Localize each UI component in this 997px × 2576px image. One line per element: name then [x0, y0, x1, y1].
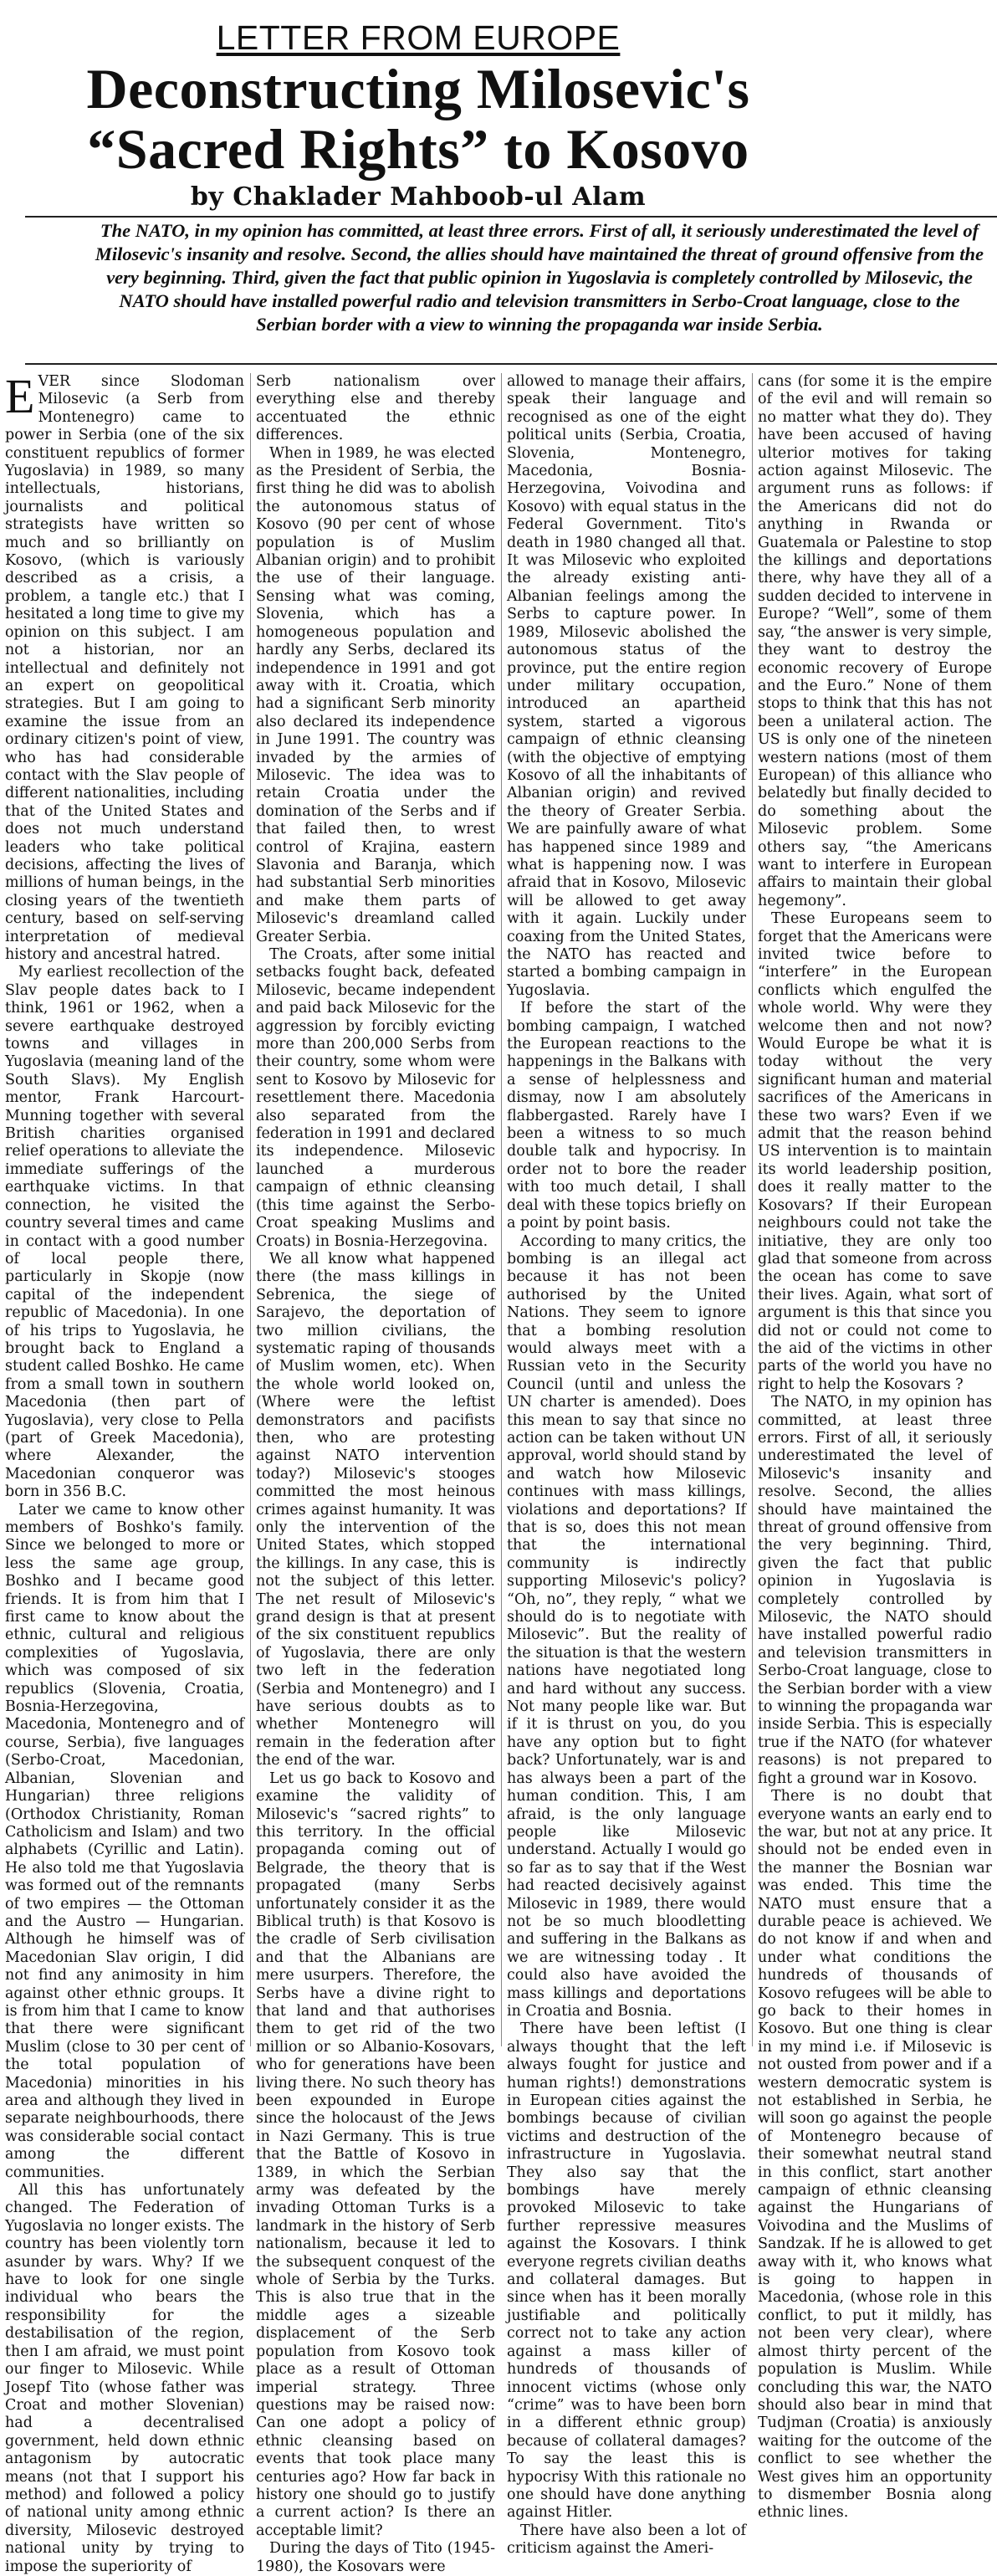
article-column-4 — [758, 373, 992, 2522]
paragraph-text: VER since Slodoman Milosevic (a Serb from Montenegro) came to power in Serbia (one of the six constituent republics of former Yugoslavia) in 1989, so many intellectuals, historians, journalists and political strategists have written so much and so brilliantly on Kosovo, (which is variously described as a crisis, a problem, a tangle etc.) that I hesitated a long time to give my opinion on this subject. I am not a historian, nor an intellectual and definitely not an expert on geopolitical strategies. But I am going to examine the issue from an ordinary citizen's point of view, who has had considerable contact with the Slav people of different nationalities, including that of the United States and does not much understand leaders who take political decisions, affecting the lives of millions of human beings, in the closing years of the twentieth century, based on self-serving interpretation of medieval history and ancestral hatred. — [5, 373, 244, 963]
paragraph — [256, 373, 495, 445]
paragraph — [507, 1233, 746, 2021]
paragraph — [507, 2020, 746, 2522]
byline: by Chaklader Mahboob-ul Alam — [190, 182, 647, 212]
paragraph — [758, 373, 992, 910]
paragraph — [256, 946, 495, 1251]
column-divider — [501, 373, 502, 2046]
paragraph — [256, 2540, 495, 2576]
paragraph-text: Serb nationalism over everything else and thereby accentuated the ethnic differences. — [256, 373, 495, 444]
article-column-1 — [5, 369, 244, 2575]
paragraph — [758, 1788, 992, 2522]
paragraph — [5, 1502, 244, 2182]
paragraph-text: During the days of Tito (1945- 1980), the Kosovars were — [256, 2540, 495, 2575]
paragraph-text: My earliest recollection of the Slav people dates back to I think, 1961 or 1962, when a severe earthquake destroyed towns and villages in Yugoslavia (meaning land of the South Slavs). My English mentor, Frank Harcourt-Munning together with several British charities organised relief operations to alleviate the immediate sufferings of the earthquake victims. In that connection, he visited the country several times and came in contact with a good number of local people there, particularly in Skopje (now capital of the independent republic of Macedonia). In one of his trips to Yugoslavia, he brought back to England a student called Boshko. He came from a small town in southern Macedonia (then part of Yugoslavia), very close to Pella (part of Greek Macedonia), where Alexander, the Macedonian conqueror was born in 356 B.C. — [5, 964, 244, 1501]
deck-top-rule — [25, 216, 997, 218]
paragraph — [5, 2182, 244, 2576]
paragraph — [5, 369, 244, 964]
paragraph-text: Let us go back to Kosovo and examine the validity of Milosevic's “sacred rights” to this territory. In the official propaganda coming out of Belgrade, the theory that is propagated (many Serbs unfortunately consider it as the Biblical truth) is that Kosovo is the cradle of Serb civilisation and that the Albanians are mere usurpers. Therefore, the Serbs have a divine right to that land and that authorises them to get rid of the two million or so Albanio-Kosovars, who for generations have been living there. No such theory has been expounded in Europe since the holocaust of the Jews in Nazi Germany. This is true that the Battle of Kosovo in 1389, in which the Serbian army was defeated by the invading Ottoman Turks is a landmark in the history of Serb nationalism, because it led to the subsequent conquest of the whole of Serbia by the Turks. This is also true that in the middle ages a sizeable displacement of the Serb population from Kosovo took place as a result of Ottoman imperial strategy. Three questions may be raised now: Can one adopt a policy of ethnic cleansing based on events that took place many centuries ago? How far back in history one should go to justify a current action? Is there an acceptable limit? — [256, 1769, 495, 2539]
section-kicker: LETTER FROM EUROPE — [216, 18, 621, 57]
paragraph-text: If before the start of the bombing campaign, I watched the European reactions to the happenings in the Balkans with a sense of helplessness and dismay, now I am absolutely flabbergasted. Rarely have I been a witness to so much double talk and hypocrisy. In order not to bore the reader with too much detail, I shall deal with these topics briefly on a point by point basis. — [507, 1000, 746, 1232]
paragraph-text: There have also been a lot of criticism against the Ameri- — [507, 2522, 746, 2558]
paragraph — [5, 964, 244, 1501]
article-column-2 — [256, 373, 495, 2575]
paragraph — [256, 445, 495, 946]
paragraph-text: cans (for some it is the empire of the evil and will remain so no matter what they do). They have been accused of having ulterior motives for taking action against Milosevic. The argument runs as follows: if the Americans did not do anything in Rwanda or Guatemala or Palestine to stop the killings and deportations there, why have they all of a sudden decided to intervene in Europe? “Well”, some of them say, “the answer is very simple, they want to destroy the economic recovery of Europe and the Euro.” None of them stops to think that this has not been a unilateral action. The US is only one of the nineteen western nations (most of them European) of this alliance who belatedly but finally decided to do something about the Milosevic problem. Some others say, “the Americans want to interfere in European affairs to maintain their global hegemony”. — [758, 373, 992, 909]
paragraph-text: We all know what happened there (the mass killings in Sebrenica, the siege of Sarajevo, the deportation of two million civilians, the systematic raping of thousands of Muslim women, etc). When the whole world looked on, (Where were the leftist demonstrators and pacifists then, who are protesting against NATO intervention today?) Milosevic's stooges committed the most heinous crimes against humanity. It was only the intervention of the United States, which stopped the killings. In any case, this is not the subject of this letter. The net result of Milosevic's grand design is that at present of the six constituent republics of Yugoslavia, there are only two left in the federation (Serbia and Montenegro) and I have serious doubts as to whether Montenegro will remain in the federation after the end of the war. — [256, 1250, 495, 1769]
paragraph-text: When in 1989, he was elected as the President of Serbia, the first thing he did was to abolish the autonomous status of Kosovo (90 per cent of whose population is of Muslim Albanian origin) and to prohibit the use of their language. Sensing what was coming, Slovenia, which has a homogeneous population and hardly any Serbs, declared its independence in 1991 and got away with it. Croatia, which had a significant Serb minority also declared its independence in June 1991. The country was invaded by the armies of Milosevic. The idea was to retain Croatia under the domination of the Serbs and if that failed then, to wrest control of Krajina, eastern Slavonia and Baranja, which had substantial Serb minorities and make them parts of Milosevic's dreamland called Greater Serbia. — [256, 444, 495, 945]
deck-pull-quote: The NATO, in my opinion has committed, at least three errors. First of all, it seriously underestimated the level of Milosevic's insanity and resolve. Second, the allies should have maintained the threat of ground offensive from the very beginning. Third, given the fact that public opinion in Yugoslavia is completely controlled by Milosevic, the NATO should have installed powerful radio and television transmitters in Serbo-Croat language, close to the Serbian border with a view to winning the propaganda war inside Serbia. — [95, 220, 984, 335]
paragraph — [758, 1394, 992, 1788]
paragraph — [507, 1000, 746, 1232]
paragraph-text: There is no doubt that everyone wants an early end to the war, but not at any price. It should not be ended even in the manner the Bosnian war was ended. This time the NATO must ensure that a durable peace is achieved. We do not know if and when and under what conditions the hundreds of thousands of Kosovo refugees will be able to go back to their homes in Kosovo. But one thing is clear in my mind i.e. if Milosevic is not ousted from power and if a western democratic system is not established in Serbia, he will soon go against the people of Montenegro because of their somewhat neutral stand in this conflict, start another campaign of ethnic cleansing against the Hungarians of Voivodina and the Muslims of Sandzak. If he is allowed to get away with it, who knows what is going to happen in Macedonia, (whose role in this conflict, to put it mildly, has not been very clear), where almost thirty percent of the population is Muslim. While concluding this war, the NATO should also bear in mind that Tudjman (Croatia) is anxiously waiting for the outcome of the conflict to see whether the West gives him an opportunity to dismember Bosnia along ethnic lines. — [758, 1788, 992, 2522]
column-divider — [250, 373, 251, 2046]
deck-bottom-rule — [25, 363, 997, 365]
headline-line-1: Deconstructing Milosevic's — [86, 57, 750, 120]
paragraph-text: All this has unfortunately changed. The Federation of Yugoslavia no longer exists. The country has been violently torn asunder by wars. Why? If we have to look for one single individual who bears the responsibility for the destabilisation of the region, then I am afraid, we must point our finger to Milosevic. While Josepf Tito (whose father was Croat and mother Slovenian) had a decentralised government, held down ethnic antagonism by autocratic means (not that I support his method) and followed a policy of national unity among ethnic diversity, Milosevic destroyed national unity by trying to impose the superiority of — [5, 2182, 244, 2575]
paragraph-text: allowed to manage their affairs, speak their language and recognised as one of the eight political units (Serbia, Croatia, Slovenia, Montenegro, Macedonia, Bosnia-Herzegovina, Voivodina and Kosovo) with equal status in the Federal Government. Tito's death in 1980 changed all that. It was Milosevic who exploited the already existing anti-Albanian feelings among the Serbs to capture power. In 1989, Milosevic abolished the autonomous status of the province, put the entire region under military occupation, introduced an apartheid system, started a vigorous campaign of ethnic cleansing (with the objective of emptying Kosovo of all the inhabitants of Albanian origin) and revived the theory of Greater Serbia. We are painfully aware of what has happened since 1989 and what is happening now. I was afraid that in Kosovo, Milosevic will be allowed to get away with it again. Luckily under coaxing from the United States, the NATO has reacted and started a bombing campaign in Yugoslavia. — [507, 373, 746, 999]
paragraph — [507, 373, 746, 1000]
headline-line-2: “Sacred Rights” to Kosovo — [87, 117, 749, 181]
paragraph-text: According to many critics, the bombing is an illegal act because it has not been authorised by the United Nations. They seem to ignore that a bombing resolution would always meet with a Russian veto in the Security Council (until and unless the UN charter is amended). Does this mean to say that since no action can be taken without UN approval, world should stand by and watch how Milosevic continues with mass killings, violations and deportations? If that is so, does this not mean that the international community is indirectly supporting Milosevic's policy? “Oh, no”, they reply, “ what we should do is to negotiate with Milosevic”. But the reality of the situation is that the western nations have negotiated long and hard without any success. Not many people like war. But if it is thrust on you, do you have any option but to fight back? Unfortunately, war is and has always been a part of the human condition. This, I am afraid, is the only language people like Milosevic understand. Actually I would go so far as to say that if the West had reacted decisively against Milosevic in 1989, there would not be so much bloodletting and suffering in the Balkans as we are witnessing today . It could also have avoided the mass killings and deportations in Croatia and Bosnia. — [507, 1232, 746, 2020]
drop-cap: E — [5, 369, 35, 423]
paragraph-text: The Croats, after some initial setbacks fought back, defeated Milosevic, became independent and paid back Milosevic for the aggression by forcibly evicting more than 200,000 Serbs from their country, some whom were sent to Kosovo by Milosevic for resettlement there. Macedonia also separated from the federation in 1991 and declared its independence. Milosevic launched a murderous campaign of ethnic cleansing (this time against the Serbo-Croat speaking Muslims and Croats) in Bosnia-Herzegovina. — [256, 946, 495, 1250]
paragraph — [256, 1251, 495, 1770]
paragraph-text: There have been leftist (I always thought that the left always fought for justice and human rights!) demonstrations in European cities against the bombings because of civilian victims and destruction of the infrastructure in Yugoslavia. They also say that the bombings have merely provoked Milosevic to take further repressive measures against the Kosovars. I think everyone regrets civilian deaths and collateral damages. But since when has it been morally justifiable and politically correct not to take any action against a mass killer of hundreds of thousands of innocent victims (whose only “crime” was to have been born in a different ethnic group) because of collateral damages? To say the least this is hypocrisy With this rationale no one should have done anything against Hitler. — [507, 2020, 746, 2522]
article-column-3 — [507, 373, 746, 2558]
paragraph — [256, 1770, 495, 2540]
column-divider — [752, 373, 753, 2046]
paragraph-text: The NATO, in my opinion has committed, at least three errors. First of all, it seriously underestimated the level of Milosevic's insanity and resolve. Second, the allies should have maintained the threat of ground offensive from the very beginning. Third, given the fact that public opinion in Yugoslavia is completely controlled by Milosevic, the NATO should have installed powerful radio and television transmitters in Serbo-Croat language, close to the Serbian border with a view to winning the propaganda war inside Serbia. This is especially true if the NATO (for whatever reasons) is not prepared to fight a ground war in Kosovo. — [758, 1394, 992, 1787]
paragraph — [507, 2522, 746, 2558]
paragraph-text: These Europeans seem to forget that the Americans were invited twice before to “interfere” in the European conflicts which engulfed the whole world. Why were they welcome then and not now? Would Europe be what it is today without the very significant human and material sacrifices of the Americans in these two wars? Even if we admit that the reason behind US intervention is to maintain its world leadership position, does it really matter to the Kosovars? If their European neighbours could not take the initiative, they are only too glad that someone from across the ocean has come to save their lives. Again, what sort of argument is this that since you did not or could not come to the aid of the victims in other parts of the world you have no right to help the Kosovars ? — [758, 910, 992, 1393]
paragraph-text: Later we came to know other members of Boshko's family. Since we belonged to more or less the same age group, Boshko and I became good friends. It is from him that I first came to know about the ethnic, cultural and religious complexities of Yugoslavia, which was composed of six republics (Slovenia, Croatia, Bosnia-Herzegovina, Macedonia, Montenegro and of course, Serbia), five languages (Serbo-Croat, Macedonian, Albanian, Slovenian and Hungarian) three religions (Orthodox Christianity, Roman Catholicism and Islam) and two alphabets (Cyrillic and Latin). He also told me that Yugoslavia was formed out of the remnants of two empires — the Ottoman and the Austro — Hungarian. Although he himself was of Macedonian Slav origin, I did not find any animosity in him against other ethnic groups. It is from him that I came to know that there were significant Muslim (close to 30 per cent of the total population of Macedonia) minorities in his area and although they lived in separate neighbourhoods, there was considerable social contact among the different communities. — [5, 1501, 244, 2181]
paragraph — [758, 910, 992, 1394]
